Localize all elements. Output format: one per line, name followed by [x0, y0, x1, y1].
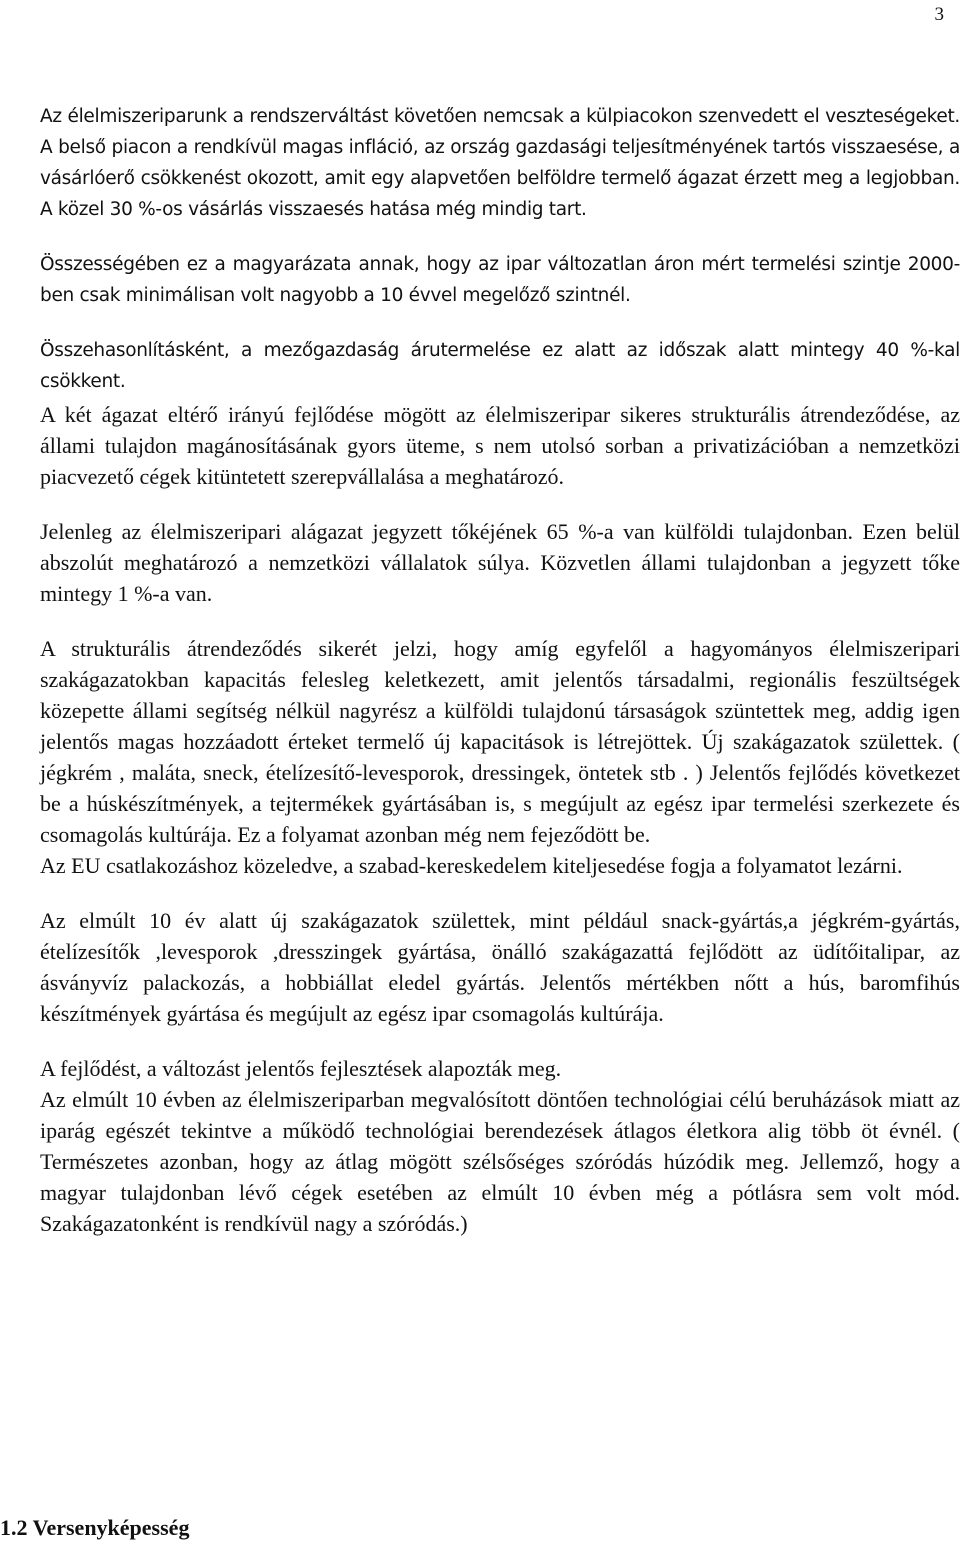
paragraph-agriculture-comparison: Összehasonlításként, a mezőgazdaság árutermelése ez alatt az időszak alatt mintegy 40 %-kal csökkent.: [40, 340, 960, 392]
paragraph-production-level: Összességében ez a magyarázata annak, hogy az ipar változatlan áron mért termelési szintje 2000-ben csak minimálisan volt nagyobb a 10 évvel megelőző szintnél.: [40, 254, 960, 306]
paragraph-developments: A fejlődést, a változást jelentős fejlesztések alapozták meg.: [40, 1056, 562, 1081]
section-heading: 1.2 Versenyképesség: [0, 1515, 190, 1540]
paragraph-restructuring: A két ágazat eltérő irányú fejlődése mögött az élelmiszeripar sikeres strukturális átrendeződése, az állami tulajdon magánosításának gyors üteme, s nem utolsó sorban a privatizációban a nemzetközi piacvezető cégek kitüntetett szerepvállalása a meghatározó.: [40, 402, 960, 489]
page-number: 3: [934, 4, 944, 25]
document-body: [40, 101, 960, 1239]
paragraph-foreign-ownership: Jelenleg az élelmiszeripari alágazat jegyzett tőkéjének 65 %-a van külföldi tulajdonban. Ezen belül abszolút meghatározó a nemzetközi vállalatok súlya. Közvetlen állami tulajdonban a jegyzett tőke mintegy 1 %-a van.: [40, 519, 960, 606]
paragraph-structural-success: A strukturális átrendeződés sikerét jelzi, hogy amíg egyfelől a hagyományos élelmiszeripari szakágazatokban kapacitás felesleg keletkezett, amit jelentős társadalmi, regionális feszültségek közepette állami segítség nélkül nagyrész a külföldi tulajdonú társaságok szüntettek meg, addig igen jelentős magas hozzáadott érteket termelő új kapacitások is létrejöttek. Új szakágazatok születtek. ( jégkrém , maláta, sneck, ételízesítő-levesporok, dressingek, öntetek stb . ) Jelentős fejlődés következet be a húskészítmények, a tejtermékek gyártásában is, s megújult az egész ipar termelési szerkezete és csomagolás kultúrája. Ez a folyamat azonban még nem fejeződött be.: [40, 636, 960, 847]
paragraph-new-sectors: Az elmúlt 10 év alatt új szakágazatok születtek, mint például snack-gyártás,a jégkrém-gyártás, ételízesítők ,levesporok ,dresszingek gyártása, önálló szakágazattá fejlődött az üdítőitalipar, az ásványvíz palackozás, a hobbiállat eledel gyártás. Jelentős mértékben nőtt a hús, baromfihús készítmények gyártása és megújult az egész ipar csomagolás kultúrája.: [40, 908, 960, 1026]
paragraph-investments: Az elmúlt 10 évben az élelmiszeriparban megvalósított döntően technológiai célú beruházások miatt az iparág egészét tekintve a működő technológiai berendezések átlagos életkora alig több öt évnél. ( Természetes azonban, hogy az átlag mögött szélsőséges szóródás húzódik meg. Jellemző, hogy a magyar tulajdonban lévő cégek esetében az elmúlt 10 évben még a pótlásra sem volt mód. Szakágazatonként is rendkívül nagy a szóródás.): [40, 1087, 960, 1236]
paragraph-eu-accession: Az EU csatlakozáshoz közeledve, a szabad-kereskedelem kiteljesedése fogja a folyamatot lezárni.: [40, 853, 903, 878]
paragraph-consumer-demand: Az élelmiszeriparunk a rendszerváltást követően nemcsak a külpiacokon szenvedett el veszteségeket. A belső piacon a rendkívül magas infláció, az ország gazdasági teljesítményének tartós visszaesése, a vásárlóerő csökkenést okozott, amit egy alapvetően belföldre termelő ágazat érzett meg a legjobban. A közel 30 %-os vásárlás visszaesés hatása még mindig tart.: [40, 106, 960, 220]
